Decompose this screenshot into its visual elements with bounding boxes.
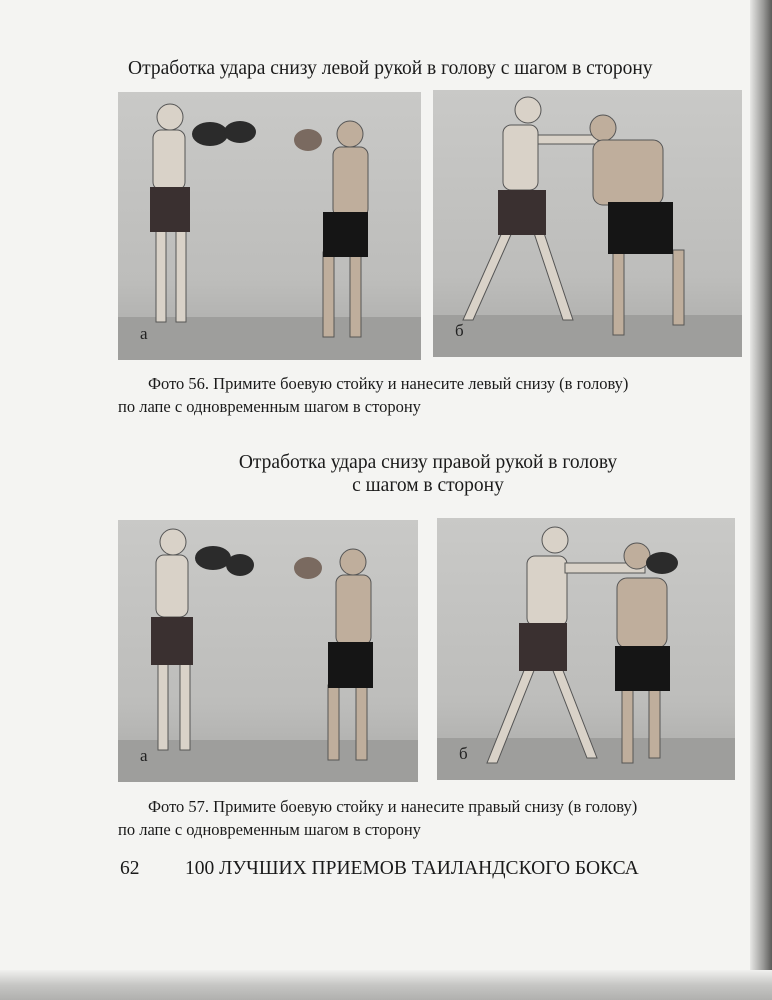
boxers-illustration: [118, 520, 418, 782]
boxers-illustration: [118, 92, 421, 360]
section-heading-1: Отработка удара снизу левой рукой в голову с шагом в сторону: [128, 58, 653, 79]
photo-label-b: б: [459, 744, 468, 763]
photo-label-a: а: [140, 324, 148, 343]
photo-57b: [437, 518, 735, 780]
caption-photo-56-line2: по лапе с одновременным шагом в сторону: [118, 397, 421, 416]
photo-56b: [433, 90, 742, 357]
caption-photo-57-line1: Фото 57. Примите боевую стойку и нанесите правый снизу (в голову): [148, 797, 638, 816]
running-footer-book-title: 100 ЛУЧШИХ ПРИЕМОВ ТАИЛАНДСКОГО БОКСА: [185, 858, 639, 879]
page-edge-shadow: [750, 0, 772, 1000]
section-heading-2-line1: Отработка удара снизу правой рукой в голову: [238, 452, 618, 473]
page-number: 62: [120, 858, 140, 879]
scan-bottom-shadow: [0, 970, 772, 1000]
photo-56a: [118, 92, 421, 360]
photo-57a: [118, 520, 418, 782]
boxers-illustration: [437, 518, 735, 780]
boxers-illustration: [433, 90, 742, 357]
caption-photo-57-line2: по лапе с одновременным шагом в сторону: [118, 820, 421, 839]
photo-label-b: б: [455, 321, 464, 340]
caption-photo-56-line1: Фото 56. Примите боевую стойку и нанесите левый снизу (в голову): [148, 374, 629, 393]
photo-label-a: а: [140, 746, 148, 765]
section-heading-2-line2: с шагом в сторону: [352, 475, 504, 496]
